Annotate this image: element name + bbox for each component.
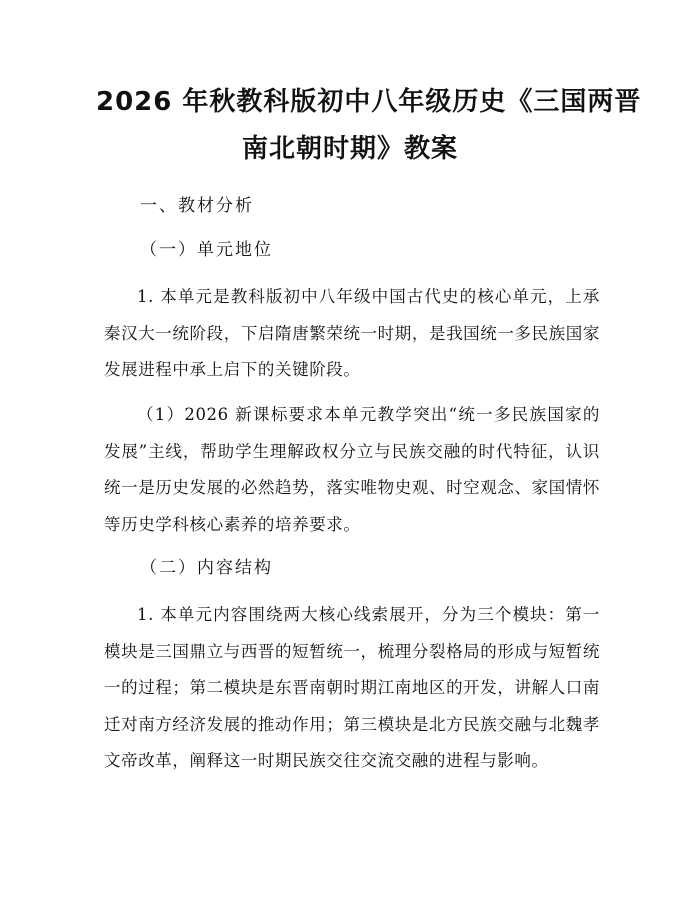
document-title-line-2: 南北朝时期》教案	[241, 134, 458, 164]
subsection-heading-content-structure: （二）内容结构	[140, 558, 273, 578]
paragraph-content-structure: 1. 本单元内容围绕两大核心线索展开，分为三个模块：第一模块是三国鼎立与西晋的短暂统一，梳理分裂格局的形成与短暂统一的过程；第二模块是东晋南朝时期江南地区的开发，讲解人口南迁对南方经济发展的推动作用；第三模块是北方民族交融与北魏孝文帝改革，阐释这一时期民族交往交流交融的进程与影响。	[104, 605, 600, 770]
subsection-heading-unit-position: （一）单元地位	[140, 240, 273, 260]
section-heading-textbook-analysis: 一、教材分析	[140, 196, 254, 216]
paragraph-curriculum-requirements: （1）2026 新课标要求本单元教学突出“统一多民族国家的发展”主线，帮助学生理解政权分立与民族交融的时代特征，认识统一是历史发展的必然趋势，落实唯物史观、时空观念、家国情怀等历史学科核心素养的培养要求。	[104, 405, 600, 534]
document-title-line-1: 2026 年秋教科版初中八年级历史《三国两晋	[96, 87, 642, 117]
paragraph-unit-position: 1. 本单元是教科版初中八年级中国古代史的核心单元，上承秦汉大一统阶段，下启隋唐繁荣统一时期，是我国统一多民族国家发展进程中承上启下的关键阶段。	[104, 287, 600, 379]
